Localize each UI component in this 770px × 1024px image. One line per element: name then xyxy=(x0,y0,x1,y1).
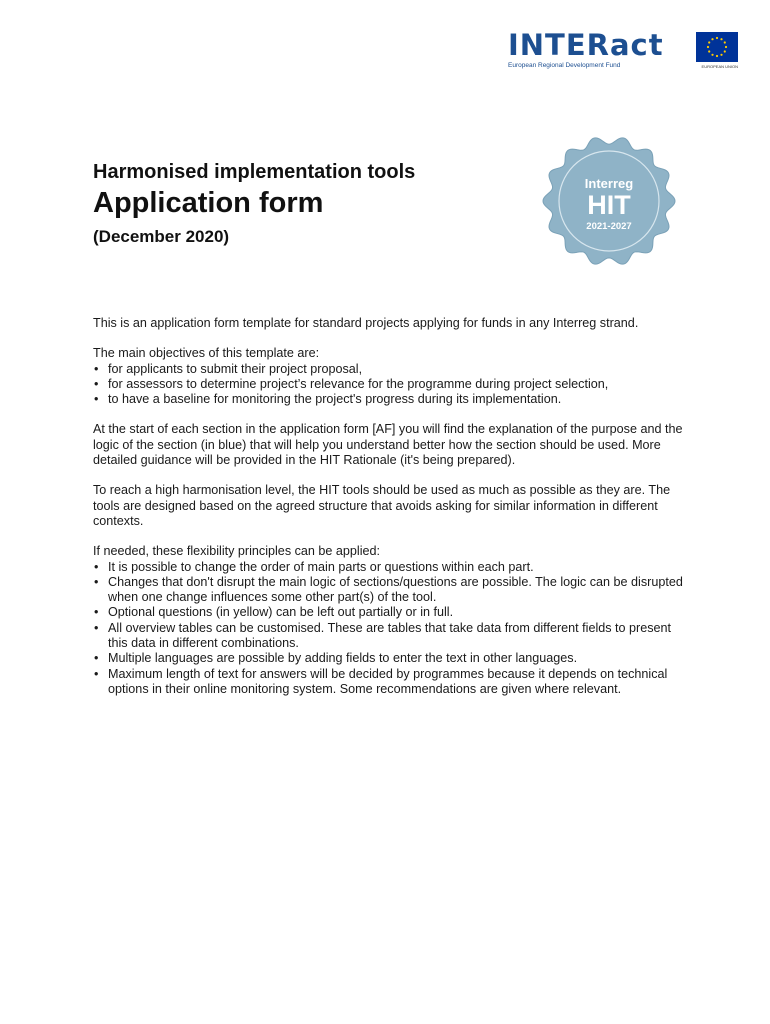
list-item: • All overview tables can be customised. These are tables that take data from different fields to present this data in different combinations. xyxy=(94,620,672,651)
eu-star-icon xyxy=(720,54,722,56)
objectives-list xyxy=(93,362,685,408)
list-item: • to have a baseline for monitoring the project's progress during its implementation. xyxy=(94,392,562,407)
document-title: Application form xyxy=(93,187,324,219)
bullet-icon: • xyxy=(94,666,99,681)
interact-wordmark: INTERact xyxy=(508,28,664,62)
list-item: • It is possible to change the order of main parts or questions within each part. xyxy=(94,559,534,574)
document-subtitle: Harmonised implementation tools xyxy=(93,161,416,183)
header-logos xyxy=(508,28,738,78)
harmonisation-paragraph: To reach a high harmonisation level, the HIT tools should be used as much as possible as they are. The tools are designed based on the agreed structure that avoids asking for similar information in different contexts. xyxy=(93,483,671,528)
interact-logo xyxy=(508,30,664,69)
eu-star-icon xyxy=(724,41,726,43)
eu-flag-caption: EUROPEAN UNION xyxy=(701,64,738,69)
list-item: • Multiple languages are possible by adding fields to enter the text in other languages. xyxy=(94,651,578,666)
intro-paragraph: This is an application form template for standard projects applying for funds in any Interreg strand. xyxy=(93,316,639,330)
eu-star-icon xyxy=(711,38,713,40)
interreg-hit-seal xyxy=(536,133,682,269)
eu-star-icon xyxy=(711,54,713,56)
flexibility-list xyxy=(93,560,685,698)
eu-star-icon xyxy=(708,50,710,52)
list-item: • Changes that don't disrupt the main logic of sections/questions are possible. The logic can be disrupted when one change influences some other part(s) of the tool. xyxy=(94,574,683,605)
eu-star-icon xyxy=(716,37,718,39)
bullet-icon: • xyxy=(94,392,99,407)
eu-star-icon xyxy=(708,41,710,43)
list-item: • for applicants to submit their project proposal, xyxy=(94,361,363,376)
bullet-icon: • xyxy=(94,574,99,589)
interact-tagline: European Regional Development Fund xyxy=(508,62,621,69)
document-date: (December 2020) xyxy=(93,227,230,246)
flexibility-lead: If needed, these flexibility principles can be applied: xyxy=(93,544,381,559)
seal-line3: 2021-2027 xyxy=(586,221,632,232)
bullet-icon: • xyxy=(94,559,99,574)
bullet-icon: • xyxy=(94,376,99,391)
bullet-icon: • xyxy=(94,620,99,635)
document-body xyxy=(93,316,685,712)
seal-line1: Interreg xyxy=(584,176,634,191)
title-block xyxy=(93,160,513,247)
list-item: • for assessors to determine project’s relevance for the programme during project selection, xyxy=(94,376,609,391)
eu-star-icon xyxy=(716,55,718,57)
bullet-icon: • xyxy=(94,361,99,376)
bullet-icon: • xyxy=(94,605,99,620)
seal-line2: HIT xyxy=(587,190,631,220)
section-note-paragraph: At the start of each section in the application form [AF] you will find the explanation of the purpose and the logic of the section (in blue) that will help you understand better how the section should be used. More detailed guidance will be provided in the HIT Rationale (it's being prepared). xyxy=(93,422,683,468)
eu-star-icon xyxy=(720,38,722,40)
bullet-icon: • xyxy=(94,651,99,666)
eu-flag-icon xyxy=(696,32,738,62)
eu-star-icon xyxy=(707,46,709,48)
eu-star-icon xyxy=(725,46,727,48)
objectives-lead: The main objectives of this template are: xyxy=(93,346,320,361)
list-item: • Optional questions (in yellow) can be left out partially or in full. xyxy=(94,605,454,620)
list-item: • Maximum length of text for answers will be decided by programmes because it depends on technical options in their online monitoring system. Some recommendations are given where relevant. xyxy=(94,666,668,696)
eu-star-icon xyxy=(724,50,726,52)
